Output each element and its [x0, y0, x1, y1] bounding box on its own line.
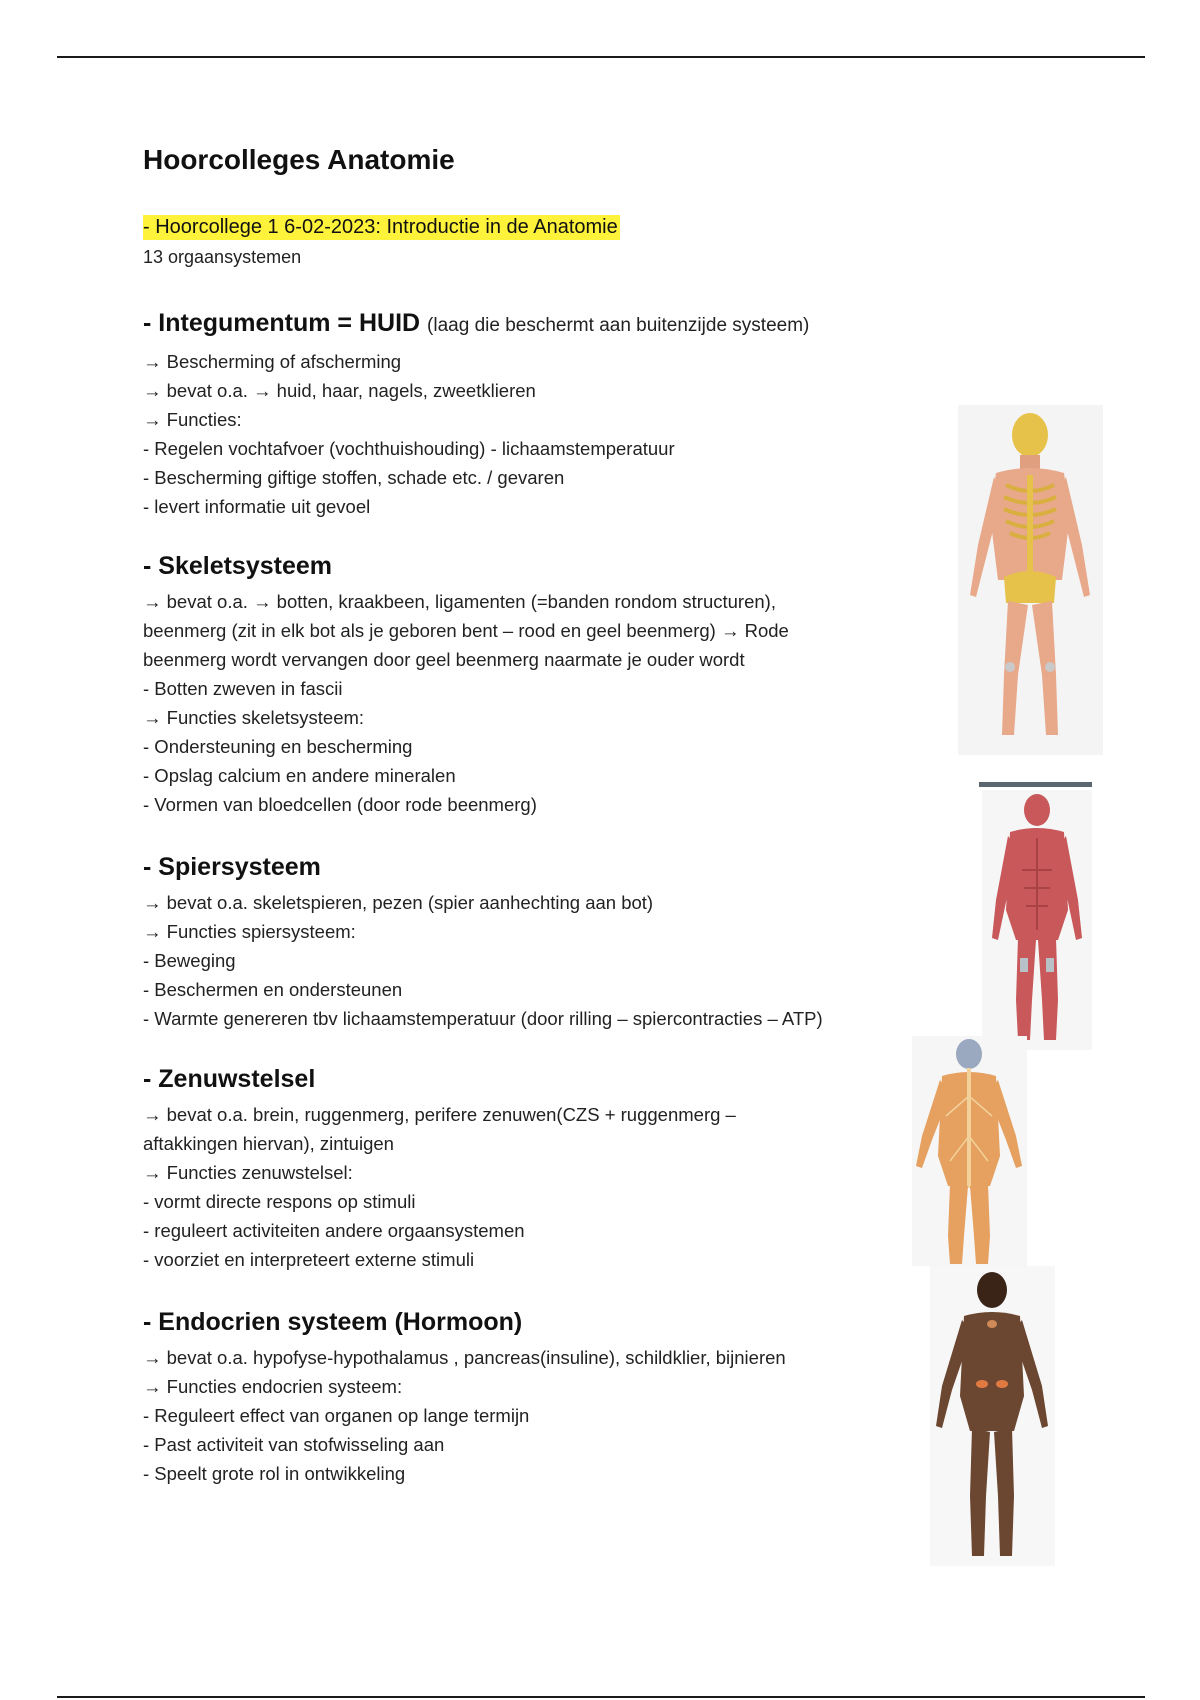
text-line: - Speelt grote rol in ontwikkeling: [143, 1463, 406, 1484]
section-skeletsysteem: [143, 549, 923, 819]
text-line: - Past activiteit van stofwisseling aan: [143, 1434, 445, 1455]
text-line: → Functies endocrien systeem:: [143, 1376, 403, 1397]
text-line: - voorziet en interpreteert externe stimuli: [143, 1249, 475, 1270]
muscle-figure: [982, 790, 1092, 1050]
text-line: - Reguleert effect van organen op lange termijn: [143, 1405, 530, 1426]
text-line: - Vormen van bloedcellen (door rode beenmerg): [143, 794, 537, 815]
text-line: - Beschermen en ondersteunen: [143, 979, 403, 1000]
text-line: - Warmte genereren tbv lichaamstemperatuur (door rilling – spiercontracties – ATP): [143, 1008, 823, 1029]
text-line: → Functies skeletsysteem:: [143, 707, 365, 728]
section-heading: - Spiersysteem: [143, 853, 321, 881]
section-integumentum: [143, 306, 923, 521]
text-line: → bevat o.a. skeletspieren, pezen (spier aanhechting aan bot): [143, 892, 654, 913]
text-line: - Ondersteuning en bescherming: [143, 736, 413, 757]
figure-divider: [979, 782, 1092, 787]
skeleton-figure: [958, 405, 1103, 755]
text-line: - reguleert activiteiten andere orgaansystemen: [143, 1220, 525, 1241]
page-title: Hoorcolleges Anatomie: [143, 144, 455, 175]
section-zenuwstelsel: [143, 1062, 923, 1274]
text-line: - Bescherming giftige stoffen, schade etc. / gevaren: [143, 467, 565, 488]
section-endocrien: [143, 1305, 923, 1488]
text-line: beenmerg (zit in elk bot als je geboren bent – rood en geel beenmerg) → Rode: [143, 620, 789, 641]
text-line: - Opslag calcium en andere mineralen: [143, 765, 456, 786]
text-line: → Bescherming of afscherming: [143, 351, 402, 372]
text-line: → bevat o.a. → huid, haar, nagels, zweetklieren: [143, 380, 536, 401]
text-line: - Botten zweven in fascii: [143, 678, 343, 699]
nervous-system-figure: [912, 1036, 1027, 1266]
section-heading: - Integumentum = HUID (laag die beschermt aan buitenzijde systeem): [143, 309, 810, 337]
bottom-rule: [57, 1696, 1145, 1698]
text-line: → bevat o.a. hypofyse-hypothalamus , pancreas(insuline), schildklier, bijnieren: [143, 1347, 786, 1368]
intro-text: 13 orgaansystemen: [143, 247, 302, 267]
top-rule: [57, 56, 1145, 58]
lecture-heading: - Hoorcollege 1 6-02-2023: Introductie in de Anatomie: [143, 216, 618, 238]
text-line: → bevat o.a. brein, ruggenmerg, perifere zenuwen(CZS + ruggenmerg –: [143, 1104, 736, 1125]
section-heading: - Skeletsysteem: [143, 552, 333, 580]
text-line: → Functies spiersysteem:: [143, 921, 356, 942]
text-line: - Beweging: [143, 950, 236, 971]
text-line: beenmerg wordt vervangen door geel beenmerg naarmate je ouder wordt: [143, 649, 745, 670]
section-note: (laag die beschermt aan buitenzijde systeem): [427, 315, 810, 336]
text-line: → bevat o.a. → botten, kraakbeen, ligamenten (=banden rondom structuren),: [143, 591, 776, 612]
section-heading: - Endocrien systeem (Hormoon): [143, 1308, 523, 1336]
text-line: - levert informatie uit gevoel: [143, 496, 371, 517]
section-heading: - Zenuwstelsel: [143, 1065, 316, 1093]
text-line: → Functies:: [143, 409, 242, 430]
text-line: - Regelen vochtafvoer (vochthuishouding) - lichaamstemperatuur: [143, 438, 675, 459]
text-line: aftakkingen hiervan), zintuigen: [143, 1133, 394, 1154]
text-line: - vormt directe respons op stimuli: [143, 1191, 416, 1212]
text-line: → Functies zenuwstelsel:: [143, 1162, 353, 1183]
section-spiersysteem: [143, 850, 923, 1033]
endocrine-figure: [930, 1266, 1055, 1566]
